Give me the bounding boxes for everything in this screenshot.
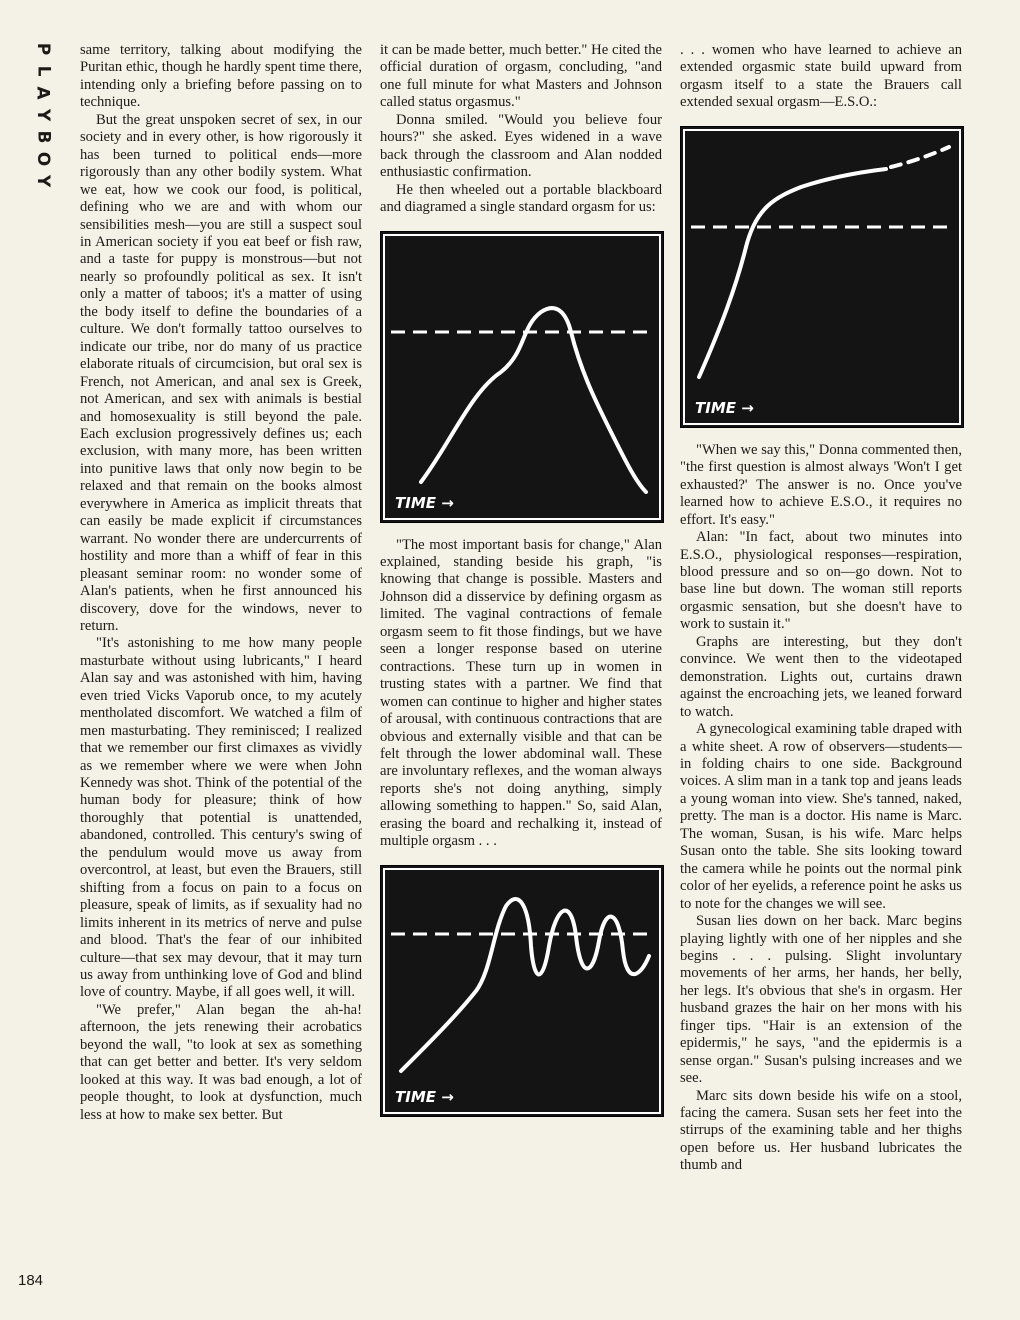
page-number: 184 xyxy=(18,1272,44,1289)
graph-time-label: TIME → xyxy=(695,398,754,417)
graph-time-label: TIME → xyxy=(395,1087,454,1106)
paragraph: Susan lies down on her back. Marc begins playing lightly with one of her nipples and she begins . . . pulsing. Slight involuntary movements of her arms, her hands, her belly, her legs. It's obvious that she's in orgasm. Her husband grazes the hair on her mons with his finger tips. "Hair is an extension of the epidermis," he says, "and the epidermis is a sense organ." Susan's pulsing increases and we see. xyxy=(680,913,962,1087)
paragraph: it can be made better, much better." He cited the official duration of orgasm, concluding, "and one full minute for what Masters and Johnson called status orgasmus." xyxy=(380,42,662,111)
masthead-letter: B xyxy=(33,130,53,144)
masthead-letter: A xyxy=(32,86,53,100)
graph-border xyxy=(684,130,960,424)
single-orgasm-graph xyxy=(380,231,664,523)
graph-curve-continuation xyxy=(891,147,949,167)
magazine-masthead-vertical xyxy=(28,38,58,192)
paragraph: "The most important basis for change," Alan explained, standing beside his graph, "is knowing that change is possible. Masters and Johnson did a disservice by defining orgasm as limited. The vaginal contractions of female orgasm seem to fit those findings, but we have seen a longer response based on uterine contractions. These turn up in women in trusting states with a partner. We find that women can continue to higher and higher states of arousal, with continuous contractions that are obvious and externally visible and that can be felt through the lower abdominal wall. These are involuntary reflexes, and the woman always reports she's not doing anything, simply allowing something to happen." So, said Alan, erasing the board and rechalking it, instead of multiple orgasm . . . xyxy=(380,536,662,850)
text-column-3 xyxy=(680,42,962,1175)
extended-orgasm-graph xyxy=(680,126,964,428)
masthead-letter: O xyxy=(32,151,53,167)
masthead-letter: Y xyxy=(33,174,53,188)
graph-curve xyxy=(699,169,886,377)
multiple-orgasm-graph xyxy=(380,865,664,1117)
masthead-letter: P xyxy=(33,42,53,56)
paragraph: Donna smiled. "Would you believe four hours?" she asked. Eyes widened in a wave back through the classroom and Alan nodded enthusiastic confirmation. xyxy=(380,111,662,181)
paragraph: same territory, talking about modifying the Puritan ethic, though he hardly spent time there, intending only a briefing before passing on to technique. xyxy=(80,42,362,111)
graph-curve xyxy=(401,899,649,1071)
paragraph: . . . women who have learned to achieve an extended orgasmic state build upward from orgasm itself to a state the Brauers call extended sexual orgasm—E.S.O.: xyxy=(680,42,962,111)
paragraph: Graphs are interesting, but they don't convince. We went then to the videotaped demonstration. Lights out, curtains drawn against the encroaching jets, we leaned forward to watch. xyxy=(680,633,962,720)
paragraph: Marc sits down beside his wife on a stool, facing the camera. Susan sets her feet into the stirrups of the examining table and her thighs open before us. Her husband lubricates the thumb and xyxy=(680,1087,962,1174)
paragraph: "It's astonishing to me how many people masturbate without using lubricants," I heard Alan say and was astonished with him, having even tried Vicks Vaporub once, to my acutely mentholated discomfort. We watched a film of men masturbating. They reminisced; I realized that we remember our first climaxes as vividly as we remember where we were when John Kennedy was shot. Think of the potential of the human body for pleasure; think of how thoroughly that potential is unattended, abandoned, controlled. This century's swing of the pendulum would move us away from overcontrol, at least, but even the Brauers, still shifting from a focus on pain to a focus on pleasure, speak of limits, as if sexuality had no limits inherent in its metrics of nerve and pulse and blood. That's the fear of our inhibited culture—that sex may devour, that it may turn us away from unthinking love of God and blind love of country. Maybe, if all goes well, it will. xyxy=(80,635,362,1001)
paragraph: He then wheeled out a portable blackboard and diagramed a single standard orgasm for us: xyxy=(380,181,662,216)
paragraph: A gynecological examining table draped with a white sheet. A row of observers—students—in folding chairs to one side. Background voices. A slim man in a tank top and jeans leads a young woman into view. She's tanned, naked, pretty. The man is a doctor. His name is Marc. The woman, Susan, is his wife. Marc helps Susan onto the table. She sits looking toward the camera while he points out the normal pink color of her eyelids, a reference point he asks us to note for the changes we will see. xyxy=(680,721,962,912)
graph-curve xyxy=(421,308,646,492)
paragraph: Alan: "In fact, about two minutes into E.S.O., physiological responses—respiration, blood pressure and so on—go down. Not to base line but down. The woman still reports orgasmic sensation, but she doesn't have to work to sustain it." xyxy=(680,529,962,633)
text-column-2 xyxy=(380,42,662,1131)
text-column-1 xyxy=(80,42,362,1124)
masthead-letter: L xyxy=(33,65,53,77)
paragraph: "When we say this," Donna commented then, "the first question is almost always 'Won't I get exhausted?' The answer is no. Once you've learned how to achieve E.S.O., it requires no effort. It's easy." xyxy=(680,441,962,528)
paragraph: But the great unspoken secret of sex, in our society and in every other, is how rigorously it has been turned to political ends—more rigorously than any other bodily system. What we eat, how we cook our food, is political, defining who we are and with whom our sensibilities mesh—you are still a suspect soul in American society if you eat beef or fish raw, and a taste for puppy is monstrous—but not nearly so profoundly political as sex. It isn't only a matter of taboos; it's a matter of using the body itself to define the boundaries of a culture. We don't formally tattoo ourselves to indicate our tribe, nor do many of us practice elaborate rituals of circumcision, but oral sex is French, not American, and anal sex is Greek, not American, and sex with animals is bestial and homosexuality is still beyond the pale. Each exclusion progressively defines us; each exclusion, with many more, has been written into punitive laws that only now begin to be relaxed and that remain on the books almost everywhere in America as implicit threats that can easily be made explicit if circumstances warrant. No wonder there are undercurrents of hostility and more than a whiff of fear in this pleasant seminar room: no wonder some of Alan's patients, when he first announced his discovery, dove for the windows, never to return. xyxy=(80,111,362,634)
masthead-letter: Y xyxy=(33,108,53,122)
paragraph: "We prefer," Alan began the ah-ha! afternoon, the jets renewing their acrobatics beyond the wall, "to look at sex as something that can get better and better. It's very seldom looked at this way. It was bad enough, a lot of people thought, to look at dysfunction, much less at how to make sex better. But xyxy=(80,1001,362,1123)
graph-time-label: TIME → xyxy=(395,493,454,512)
